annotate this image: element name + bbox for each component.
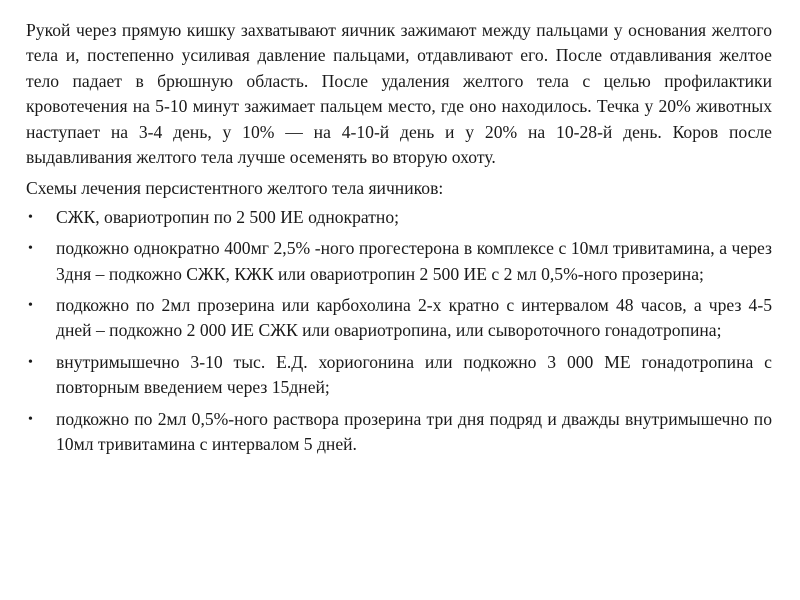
list-item <box>26 350 772 401</box>
list-item <box>26 293 772 344</box>
schemes-list <box>26 205 772 458</box>
bullet-icon: • <box>28 354 33 370</box>
list-item-text: подкожно однократно 400мг 2,5% -ного прогестерона в комплексе с 10мл тривитамина, а через 3дня – подкожно СЖК, КЖК или овариотропин 2 500 ИЕ с 2 мл 0,5%-ного прозерина; <box>56 238 772 284</box>
intro-paragraph: Рукой через прямую кишку захватывают яичник зажимают между пальцами у основания желтого тела и, постепенно усиливая давление пальцами, отдавливают его. После отдавливания желтое тело падает в брюшную область. После удаления желтого тела с целью профилактики кровотечения на 5-10 минут зажимает пальцем место, где оно находилось. Течка у 20% животных наступает на 3-4 день, у 10% — на 4-10-й день и у 20% на 10-28-й день. Коров после выдавливания желтого тела лучше осеменять во вторую охоту. <box>26 20 772 168</box>
bullet-icon: • <box>28 209 33 225</box>
list-item-text: СЖК, овариотропин по 2 500 ИЕ однократно; <box>56 206 400 227</box>
bullet-icon: • <box>28 241 33 257</box>
schemes-heading: Схемы лечения персистентного желтого тела яичников: <box>26 178 444 199</box>
list-item-text: подкожно по 2мл прозерина или карбохолина 2-х кратно с интервалом 48 часов, а чрез 4-5 дней – подкожно 2 000 ИЕ СЖК или овариотропина, или сывороточного гонадотропина; <box>56 295 772 341</box>
bullet-icon: • <box>28 411 33 427</box>
bullet-icon: • <box>28 298 33 314</box>
list-item-text: подкожно по 2мл 0,5%-ного раствора прозерина три дня подряд и дважды внутримышечно по 10мл тривитамина с интервалом 5 дней. <box>56 408 772 455</box>
list-item <box>26 236 772 287</box>
list-item <box>26 407 772 458</box>
list-item-text: внутримышечно 3-10 тыс. Е.Д. хориогонина или подкожно 3 000 МЕ гонадотропина с повторным введением через 15дней; <box>56 351 772 398</box>
list-item <box>26 205 772 230</box>
